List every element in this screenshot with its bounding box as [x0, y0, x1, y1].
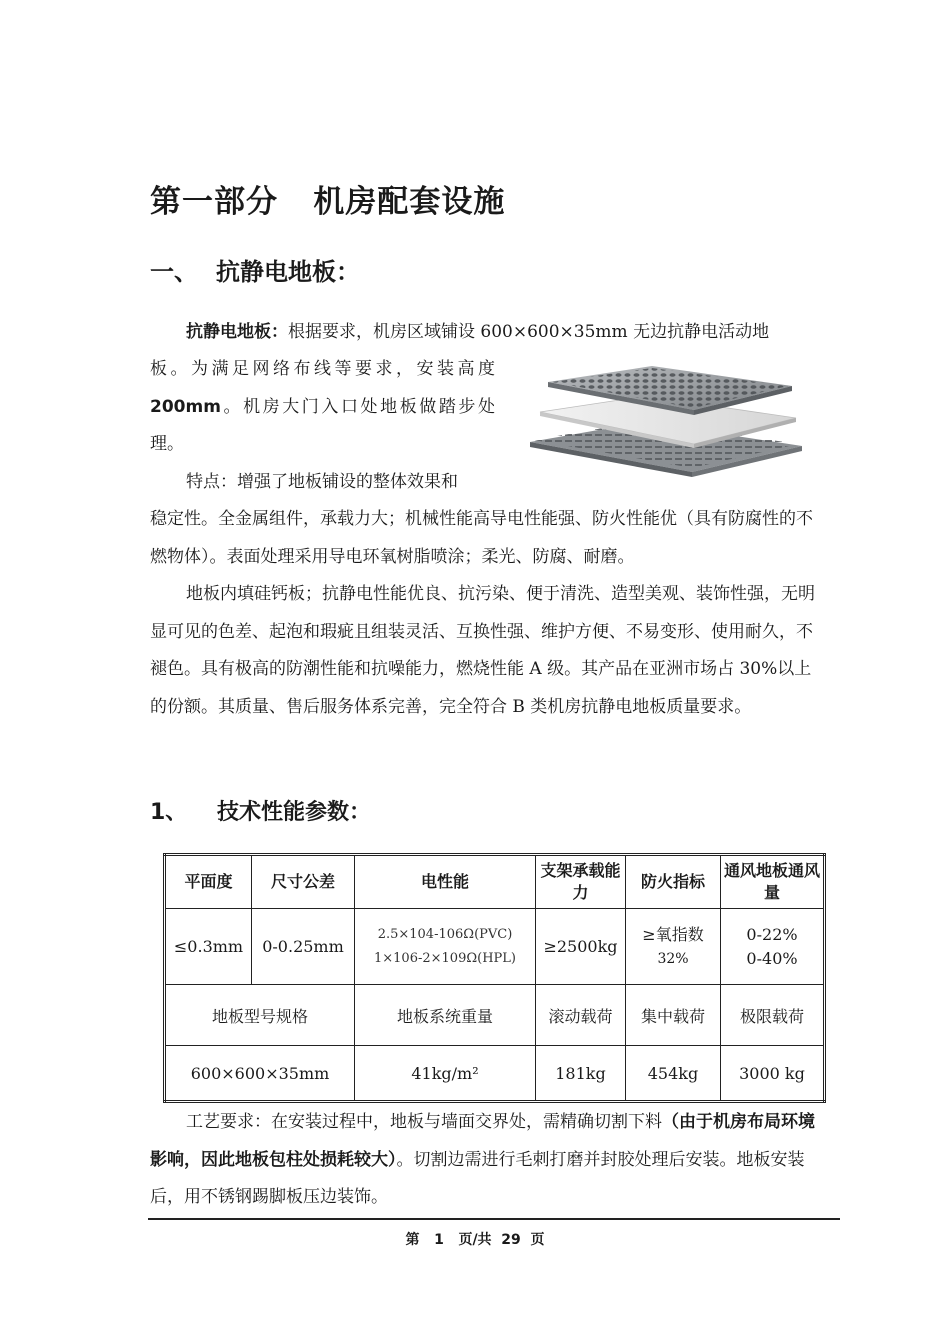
table-row [165, 1046, 825, 1102]
section-title: 抗静电地板： [216, 258, 360, 286]
floor-panel-image [524, 360, 806, 480]
process-text-2: 。切割边需进行毛刺打磨并封胶处理后安装。地板安装后，用不锈钢踢脚板压边装饰。 [150, 1149, 805, 1207]
intro-line-1 [150, 314, 820, 352]
electric-line-2: 1×106-2×109Ω(HPL) [374, 950, 516, 966]
footer-divider [148, 1218, 840, 1220]
intro-height-bold: 200mm [150, 397, 221, 417]
fill-paragraph: 地板内填硅钙板；抗静电性能优良、抗污染、便于清洗、造型美观、装饰性强，无明显可见的色差、起泡和瑕疵且组装灵活、互换性强、维护方便、不易变形、使用耐久，不褪色。具有极高的防潮性能和抗噪能力，燃烧性能 A 级。其产品在亚洲市场占 30%以上的份额。其质量、售后服务体系完善，完全符合 B 类机房抗静电地板质量要求。 [150, 584, 815, 717]
intro-line-3-rest: 。机房大门入口处地板做踏步处 [220, 397, 495, 417]
page-title: 第一部分 机房配套设施 [150, 184, 506, 220]
intro-line-4: 理。 [150, 434, 184, 454]
process-text-1: 工艺要求：在安装过程中，地板与墙面交界处，需精确切割下料 [186, 1112, 662, 1132]
intro-lead-bold: 抗静电地板： [186, 322, 288, 342]
table-header-cell: 集中载荷 [626, 985, 721, 1046]
vent-line-1: 0-22% [746, 924, 798, 944]
table-header-cell: 支架承载能力 [536, 855, 626, 909]
electric-cell [355, 909, 536, 985]
features-paragraph: 稳定性。全金属组件，承载力大；机械性能高导电性能强、防火性能优（具有防腐性的不燃物体）。表面处理采用导电环氧树脂喷涂；柔光、防腐、耐磨。 [150, 509, 813, 567]
table-header-cell: 防火指标 [626, 855, 721, 909]
table-row [165, 909, 825, 985]
spec-table [163, 853, 826, 1103]
weight-cell: 41kg/m² [355, 1046, 536, 1102]
features-line-1: 特点：增强了地板铺设的整体效果和 [186, 472, 458, 492]
vent-cell [721, 909, 825, 985]
electric-line-1: 2.5×104-106Ω(PVC) [377, 926, 513, 942]
fire-cell [626, 909, 721, 985]
table-header-cell: 尺寸公差 [252, 855, 355, 909]
table-header-cell: 滚动载荷 [536, 985, 626, 1046]
ultimate-load-cell: 3000 kg [721, 1046, 825, 1102]
process-bold: （由于机房布局环境影响，因此地板包柱处损耗较大） [150, 1112, 815, 1170]
concentrated-load-cell: 454kg [626, 1046, 721, 1102]
intro-line-3 [150, 389, 495, 427]
load-cell: ≥2500kg [536, 909, 626, 985]
intro-line-2: 板。为满足网络布线等要求，安装高度 [150, 359, 495, 379]
subsection-number: 1、 [150, 800, 188, 825]
section-number: 一、 [150, 258, 198, 286]
table-header-cell: 平面度 [165, 855, 252, 909]
table-header-row [165, 855, 825, 909]
process-paragraph [150, 1104, 820, 1217]
page-footer: 第 1 页/共 29 页 [405, 1232, 545, 1248]
fire-line-2: 32% [657, 950, 689, 967]
model-cell: 600×600×35mm [165, 1046, 355, 1102]
subsection-heading [150, 795, 371, 826]
rolling-load-cell: 181kg [536, 1046, 626, 1102]
tolerance-cell: 0-0.25mm [252, 909, 355, 985]
table-header-row-2 [165, 985, 825, 1046]
table-header-cell: 极限载荷 [721, 985, 825, 1046]
table-header-cell: 地板型号规格 [165, 985, 355, 1046]
section-heading [150, 252, 360, 287]
flatness-cell: ≤0.3mm [165, 909, 252, 985]
fire-line-1: ≥氧指数 [642, 924, 704, 944]
subsection-title: 技术性能参数： [217, 800, 372, 825]
table-header-cell: 通风地板通风量 [721, 855, 825, 909]
intro-lead-rest: 根据要求，机房区域铺设 600×600×35mm 无边抗静电活动地 [288, 322, 770, 342]
table-header-cell: 地板系统重量 [355, 985, 536, 1046]
table-header-cell: 电性能 [355, 855, 536, 909]
vent-line-2: 0-40% [746, 948, 798, 968]
